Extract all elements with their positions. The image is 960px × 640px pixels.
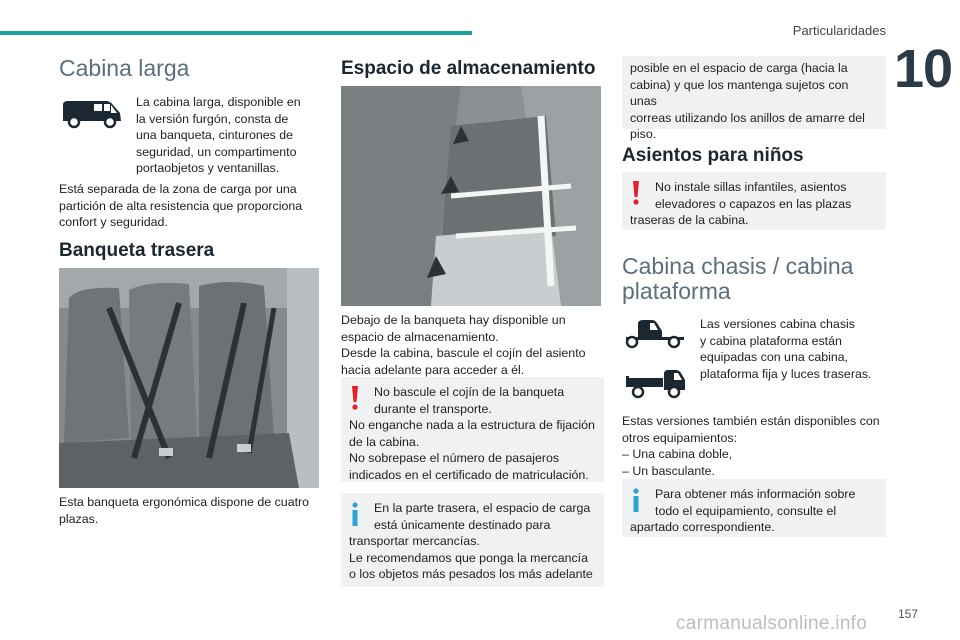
- info-equipment-2: apartado correspondiente.: [630, 520, 775, 534]
- page-number: 157: [897, 607, 918, 621]
- info-cont-1: cabina) y que los mantenga sujetos con unas: [630, 77, 849, 108]
- info-note-cargo: [341, 493, 604, 587]
- info-icon: [351, 502, 359, 526]
- almacenamiento-para-3: hacia adelante para acceder a él.: [341, 362, 525, 377]
- warning-icon: [351, 386, 359, 410]
- info-equipment-0: Para obtener más información sobre: [655, 487, 856, 501]
- warning-storage-0: No bascule el cojín de la banqueta: [374, 385, 565, 399]
- warning-note-child-seats: [622, 172, 886, 230]
- long-cab-van-icon: [60, 97, 124, 129]
- warning-storage-3: de la cabina.: [349, 434, 420, 449]
- cabina-larga-para-2: confort y seguridad.: [59, 215, 168, 229]
- cabina-larga-intro-0: La cabina larga, disponible en: [136, 95, 301, 109]
- cabina-chasis-para-0: Estas versiones también están disponibles con: [622, 414, 880, 428]
- warning-icon: [632, 181, 640, 205]
- warning-child-0: No instale sillas infantiles, asientos: [655, 180, 847, 194]
- cabina-larga-intro-2: una banqueta, cinturones de: [136, 128, 294, 142]
- storage-space-photo: [341, 86, 601, 306]
- cabina-larga-intro-1: la versión furgón, consta de: [136, 111, 289, 126]
- chassis-cab-icon: [624, 318, 686, 350]
- info-note-cargo-continued: [622, 56, 886, 141]
- cabina-larga-para-0: Está separada de la zona de carga por una: [59, 182, 297, 196]
- cabina-chasis-intro-0: Las versiones cabina chasis: [700, 317, 855, 331]
- cabina-chasis-para-1: otros equipamientos:: [622, 430, 738, 445]
- banqueta-caption-1: plazas.: [59, 511, 99, 526]
- cabina-chasis-intro-2: equipadas con una cabina,: [700, 350, 849, 364]
- cabina-larga-intro-4: portaobjetos y ventanillas.: [136, 161, 280, 175]
- almacenamiento-heading: Espacio de almacenamiento: [341, 58, 596, 79]
- asientos-ninos-heading: Asientos para niños: [622, 145, 804, 166]
- almacenamiento-para-0: Debajo de la banqueta hay disponible un: [341, 313, 566, 327]
- platform-cab-icon: [624, 366, 686, 400]
- section-title: Particularidades: [792, 23, 886, 38]
- warning-storage-5: indicados en el certificado de matriculación.: [349, 467, 589, 482]
- info-cargo-0: En la parte trasera, el espacio de carga: [374, 501, 591, 515]
- almacenamiento-para-1: espacio de almacenamiento.: [341, 329, 499, 344]
- rear-bench-photo: [59, 268, 319, 488]
- warning-child-2: traseras de la cabina.: [630, 213, 749, 227]
- info-cont-0: posible en el espacio de carga (hacia la: [630, 61, 848, 75]
- info-cargo-1: está únicamente destinado para: [374, 517, 551, 532]
- cabina-chasis-para-3: – Un basculante.: [622, 463, 715, 478]
- cabina-chasis-title-1: plataforma: [622, 278, 731, 305]
- banqueta-caption-0: Esta banqueta ergonómica dispone de cuatro: [59, 495, 310, 509]
- banqueta-heading: Banqueta trasera: [59, 240, 215, 261]
- watermark: carmanualsonline.info: [676, 613, 868, 634]
- chapter-number: 10: [894, 39, 953, 99]
- info-note-equipment: [622, 479, 886, 537]
- warning-note-storage: [341, 377, 604, 482]
- info-cargo-4: o los objetos más pesados los más adelante: [349, 567, 593, 581]
- cabina-chasis-title-0: Cabina chasis / cabina: [622, 253, 854, 279]
- info-cont-3: piso.: [630, 127, 657, 141]
- cabina-larga-intro-3: seguridad, un compartimento: [136, 144, 297, 159]
- info-equipment-1: todo el equipamiento, consulte el: [655, 503, 837, 518]
- info-cargo-2: transportar mercancías.: [349, 534, 480, 548]
- info-icon: [632, 488, 640, 512]
- almacenamiento-para-2: Desde la cabina, bascule el cojín del asiento: [341, 346, 586, 360]
- warning-storage-1: durante el transporte.: [374, 401, 492, 416]
- cabina-chasis-intro-1: y cabina plataforma están: [700, 333, 842, 348]
- cabina-larga-title: Cabina larga: [59, 55, 190, 81]
- warning-storage-2: No enganche nada a la estructura de fijación: [349, 418, 595, 432]
- header-accent-bar: [0, 31, 472, 35]
- cabina-chasis-intro-3: plataforma fija y luces traseras.: [700, 366, 872, 381]
- warning-storage-4: No sobrepase el número de pasajeros: [349, 451, 560, 465]
- cabina-chasis-para-2: – Una cabina doble,: [622, 447, 733, 461]
- cabina-larga-para-1: partición de alta resistencia que proporciona: [59, 198, 303, 213]
- warning-child-1: elevadores o capazos en las plazas: [655, 196, 852, 211]
- info-cargo-3: Le recomendamos que ponga la mercancía: [349, 550, 589, 565]
- info-cont-2: correas utilizando los anillos de amarre del: [630, 110, 865, 125]
